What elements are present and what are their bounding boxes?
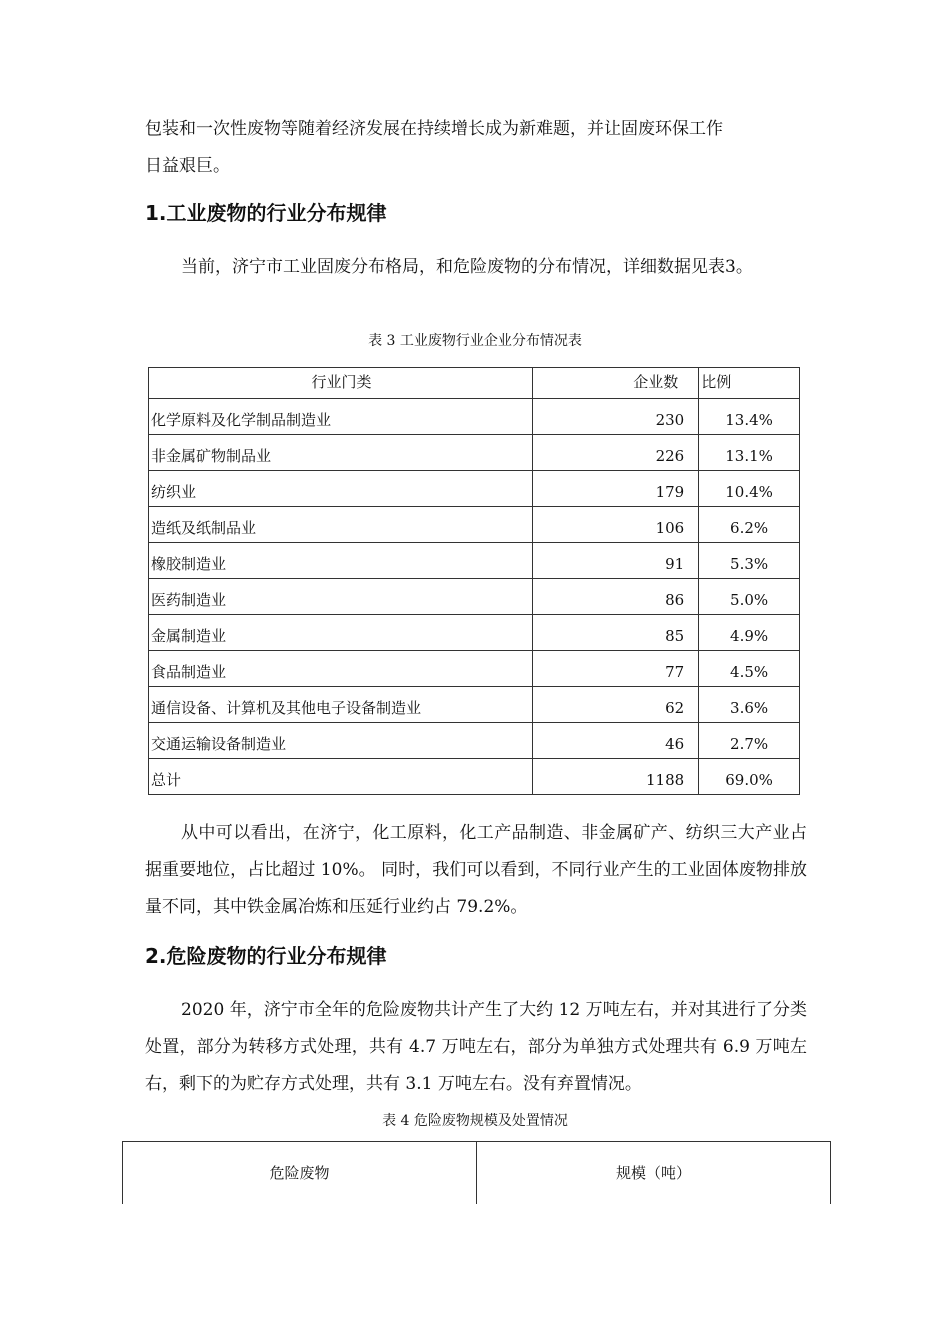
row-ratio: 13.1% [725,446,773,465]
header-industry: 行业门类 [149,368,533,399]
section-1-heading: 1.工业废物的行业分布规律 [145,201,387,225]
section-2-paragraph: 2020 年，济宁市全年的危险废物共计产生了大约 12 万吨左右，并对其进行了分类处置，部分为转移方式处理，共有 4.7 万吨左右，部分为单独方式处理共有 6.9 万吨左右，剩下的为贮存方式处理，共有 3.1 万吨左右。没有弃置情况。 [145,1000,807,1094]
table-row [149,399,800,435]
row-ratio: 69.0% [725,770,773,789]
table-row [149,471,800,507]
table-row [149,579,800,615]
row-count: 106 [655,518,685,537]
industry-distribution-table [148,367,800,795]
row-ratio: 4.5% [730,662,769,681]
header-ratio: 比例 [699,368,800,399]
intro-line-1: 包装和一次性废物等随着经济发展在持续增长成为新难题，并让固废环保工作 [145,119,723,139]
table-4-caption: 表 4 危险废物规模及处置情况 [382,1113,568,1129]
row-count: 91 [665,554,685,573]
table-row [149,435,800,471]
row-name: 化学原料及化学制品制造业 [151,411,332,429]
row-name: 通信设备、计算机及其他电子设备制造业 [151,699,422,717]
row-count: 46 [665,734,685,753]
intro-line-2: 日益艰巨。 [145,156,230,176]
analysis-paragraph: 从中可以看出，在济宁，化工原料，化工产品制造、非金属矿产、纺织三大产业占据重要地位，占比超过 10%。 同时，我们可以看到，不同行业产生的工业固体废物排放量不同，其中铁金属冶炼和压延行业约占 79.2%。 [145,823,807,917]
row-ratio: 5.3% [730,554,769,573]
row-name: 医药制造业 [151,591,227,609]
row-name: 金属制造业 [151,627,227,645]
row-count: 1188 [646,770,685,789]
row-ratio: 13.4% [725,410,773,429]
row-ratio: 3.6% [730,698,769,717]
row-count: 230 [655,410,685,429]
row-count: 179 [655,482,685,501]
row-name: 食品制造业 [151,663,227,681]
table-row [149,615,800,651]
table-row [149,543,800,579]
row-name: 纺织业 [151,483,197,501]
table-row [149,687,800,723]
table-row [149,723,800,759]
table-header-row [149,368,800,399]
table-3-caption: 表 3 工业废物行业企业分布情况表 [368,333,582,349]
row-count: 226 [655,446,685,465]
row-count: 77 [665,662,685,681]
row-ratio: 2.7% [730,734,769,753]
row-name: 交通运输设备制造业 [151,735,287,753]
table-row [149,507,800,543]
row-name: 总计 [151,771,182,789]
row-name: 非金属矿物制品业 [151,447,272,465]
hazardous-waste-table [122,1141,831,1204]
header-scale: 规模（吨） [615,1164,691,1182]
row-count: 86 [665,590,685,609]
row-count: 62 [665,698,685,717]
row-name: 造纸及纸制品业 [151,519,257,537]
table-row [149,651,800,687]
row-ratio: 10.4% [725,482,773,501]
row-ratio: 5.0% [730,590,769,609]
row-ratio: 6.2% [730,518,769,537]
row-ratio: 4.9% [730,626,769,645]
header-count: 企业数 [533,368,699,399]
header-hazardous-waste: 危险废物 [123,1142,477,1204]
row-name: 橡胶制造业 [151,555,227,573]
table-total-row [149,759,800,795]
section-2-heading: 2.危险废物的行业分布规律 [145,944,387,968]
section-1-paragraph: 当前，济宁市工业固废分布格局，和危险废物的分布情况，详细数据见表3。 [181,257,753,277]
row-count: 85 [665,626,685,645]
